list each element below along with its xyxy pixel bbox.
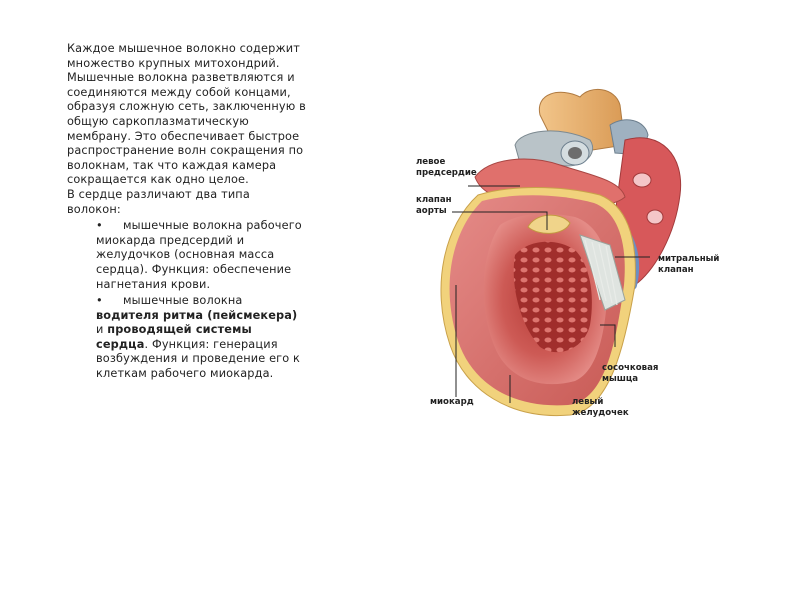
bullet-2-post: . Функция: генерация возбуждения и проведение его к клеткам рабочего миокарда. (96, 337, 301, 381)
label-papillary-muscle: сосочковая мышца (602, 363, 659, 384)
bullet-2-bold-pacemaker: водителя ритма (пейсмекера) (96, 308, 298, 322)
label-left-ventricle: левый желудочек (572, 397, 629, 418)
label-mitral-valve: митральный клапан (658, 254, 720, 275)
bullet-1-text: мышечные волокна рабочего миокарда предсердий и желудочков (основная масса сердца). Функция: обеспечение нагнетания крови. (96, 219, 302, 291)
list-item (67, 219, 307, 292)
bullet-2-mid: и (96, 323, 108, 337)
vessel-lumen (568, 147, 582, 159)
text-block (67, 42, 307, 384)
heart-illustration (410, 85, 775, 430)
bullet-2-bold-conduction: проводящей системы сердца (96, 323, 252, 351)
label-myocardium: миокард (430, 397, 474, 407)
paragraph-1: Каждое мышечное волокно содержит множество крупных митохондрий. Мышечные волокна разветвляются и соединяются между собой концами, образуя сложную сеть, заключенную в общую саркоплазматическую мембрану. Это обеспечивает быстрое распространение волн сокращения по волокнам, так что каждая камера сокращается как одно целое. (67, 42, 306, 187)
bullet-2-pre: мышечные волокна (123, 294, 243, 308)
bullet-icon: • (96, 294, 103, 308)
bullet-2-text (96, 294, 307, 382)
pulmonary-vein-opening (633, 173, 651, 187)
list-item (67, 294, 307, 382)
heart-drawing (410, 85, 775, 430)
paragraph-2: В сердце различают два типа волокон: (67, 187, 250, 216)
label-aortic-valve: клапан аорты (416, 195, 452, 216)
pulmonary-vein-opening (647, 210, 663, 224)
label-left-atrium: левое предсердие (416, 157, 477, 178)
bullet-icon: • (96, 219, 103, 233)
fiber-types-list (67, 219, 307, 382)
